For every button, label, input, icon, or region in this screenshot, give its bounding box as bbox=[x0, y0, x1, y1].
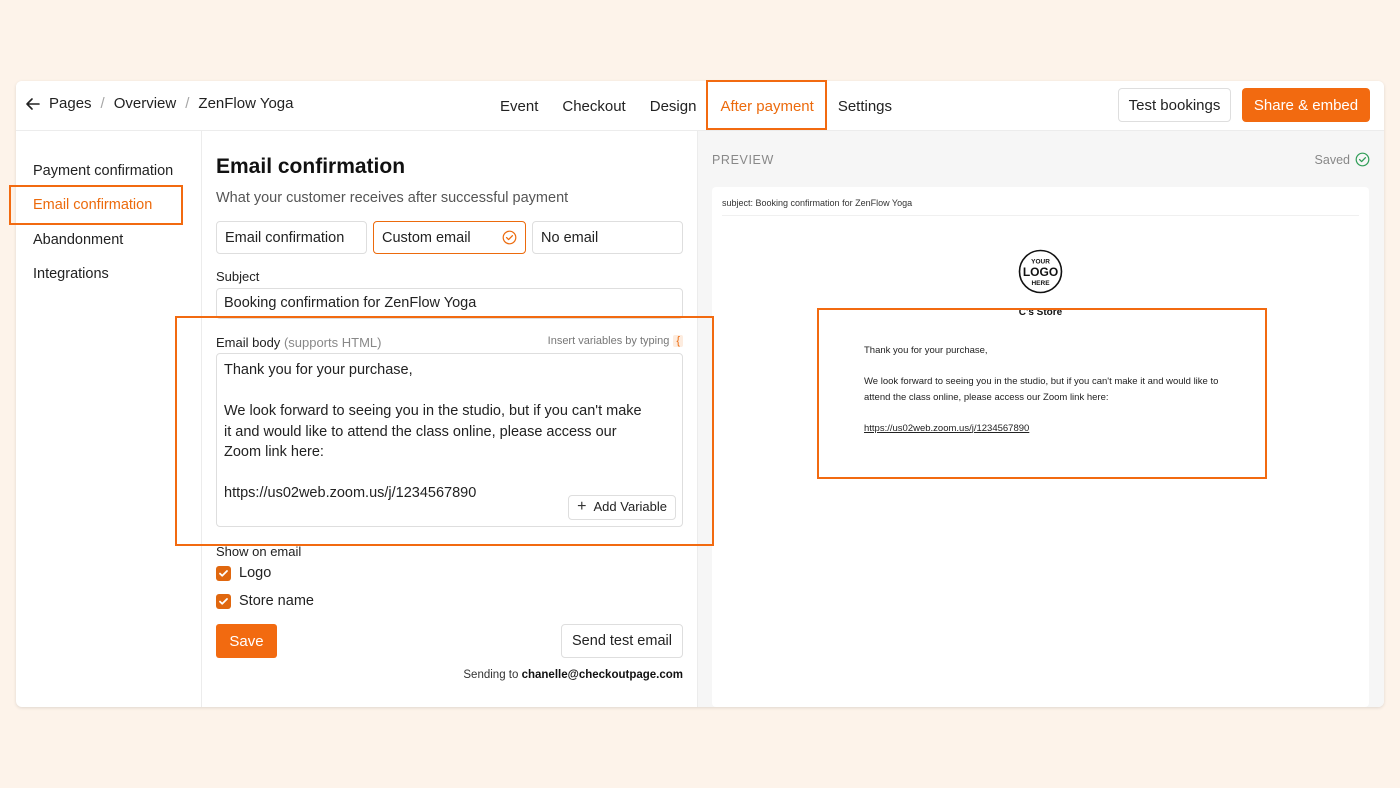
back-arrow-icon[interactable] bbox=[25, 96, 41, 112]
sidebar-item-email-confirmation[interactable]: Email confirmation bbox=[33, 197, 153, 213]
your-logo-here-icon bbox=[1018, 249, 1063, 294]
share-embed-button[interactable]: Share & embed bbox=[1242, 88, 1370, 122]
preview-label: PREVIEW bbox=[712, 153, 774, 167]
tab-checkout[interactable]: Checkout bbox=[562, 97, 626, 115]
breadcrumb-separator: / bbox=[185, 95, 190, 112]
breadcrumb bbox=[25, 95, 293, 112]
store-name-checkbox[interactable] bbox=[216, 594, 231, 609]
send-test-email-button[interactable]: Send test email bbox=[561, 624, 683, 658]
breadcrumb-current: ZenFlow Yoga bbox=[198, 95, 294, 112]
preview-body-paragraph: We look forward to seeing you in the studio, but if you can't make it and would like to attend the class online, please access our Zoom link here: bbox=[864, 376, 1219, 403]
subject-input[interactable]: Booking confirmation for ZenFlow Yoga bbox=[216, 288, 683, 319]
body-line: Zoom link here: bbox=[224, 444, 324, 460]
sending-to-text bbox=[463, 669, 683, 681]
body-line bbox=[224, 463, 675, 484]
top-bar bbox=[16, 81, 1384, 131]
add-variable-button[interactable] bbox=[568, 495, 676, 520]
preview-panel bbox=[698, 131, 1384, 707]
tab-event[interactable]: Event bbox=[500, 97, 539, 115]
email-body-label-note: (supports HTML) bbox=[283, 335, 382, 350]
option-custom-email-label: Custom email bbox=[382, 229, 471, 246]
option-email-confirmation[interactable]: Email confirmation bbox=[216, 221, 367, 254]
store-name-checkbox-label: Store name bbox=[239, 593, 314, 609]
divider bbox=[722, 215, 1359, 216]
check-circle-icon bbox=[502, 230, 517, 245]
show-on-email-label: Show on email bbox=[216, 544, 302, 559]
page-subtitle: What your customer receives after successful payment bbox=[216, 190, 569, 206]
test-bookings-button[interactable]: Test bookings bbox=[1118, 88, 1231, 122]
breadcrumb-separator: / bbox=[100, 95, 105, 112]
preview-zoom-link[interactable]: https://us02web.zoom.us/j/1234567890 bbox=[864, 422, 1030, 434]
preview-subject-line: subject: Booking confirmation for ZenFlow Yoga bbox=[722, 198, 913, 208]
page-title: Email confirmation bbox=[216, 155, 406, 178]
preview-email-body bbox=[864, 343, 1224, 436]
sidebar bbox=[16, 131, 202, 707]
email-preview-card bbox=[712, 187, 1369, 707]
saved-text: Saved bbox=[1314, 152, 1350, 167]
saved-status bbox=[1315, 152, 1370, 167]
email-body-textarea[interactable] bbox=[216, 353, 683, 527]
preview-body-spacer bbox=[864, 359, 1224, 375]
body-line: https://us02web.zoom.us/j/1234567890 bbox=[224, 485, 477, 501]
tab-after-payment[interactable]: After payment bbox=[720, 97, 814, 115]
app-window bbox=[16, 81, 1384, 707]
svg-text:YOUR: YOUR bbox=[1031, 258, 1050, 266]
sending-to-email: chanelle@checkoutpage.com bbox=[521, 669, 683, 681]
sending-to-prefix: Sending to bbox=[463, 669, 519, 681]
insert-variables-hint bbox=[548, 335, 683, 347]
breadcrumb-pages[interactable]: Pages bbox=[49, 95, 92, 112]
save-button[interactable]: Save bbox=[216, 624, 277, 658]
email-body-label-text: Email body bbox=[216, 335, 281, 350]
preview-body-spacer bbox=[864, 405, 1224, 421]
tab-settings[interactable]: Settings bbox=[837, 97, 893, 115]
main-tabs bbox=[488, 81, 904, 131]
logo-checkbox[interactable] bbox=[216, 566, 231, 581]
insert-variables-hint-text: Insert variables by typing bbox=[547, 335, 670, 347]
tab-design[interactable]: Design bbox=[649, 97, 697, 115]
subject-label: Subject bbox=[216, 269, 260, 284]
svg-text:LOGO: LOGO bbox=[1022, 265, 1059, 279]
saved-check-icon bbox=[1355, 152, 1370, 167]
body-line: We look forward to seeing you in the studio, but if you can't make bbox=[224, 403, 642, 419]
body-line: Thank you for your purchase, bbox=[224, 362, 413, 378]
sidebar-item-abandonment[interactable]: Abandonment bbox=[33, 232, 124, 248]
add-variable-label: Add Variable bbox=[593, 499, 667, 515]
email-form-panel bbox=[202, 131, 698, 707]
brace-badge: { bbox=[673, 335, 683, 347]
email-body-label bbox=[216, 335, 381, 350]
logo-checkbox-row[interactable] bbox=[216, 565, 271, 581]
breadcrumb-overview[interactable]: Overview bbox=[113, 95, 177, 112]
store-name-checkbox-row[interactable] bbox=[216, 593, 314, 609]
preview-store-name: C's Store bbox=[1018, 307, 1063, 318]
option-no-email[interactable]: No email bbox=[532, 221, 683, 254]
sidebar-item-payment-confirmation[interactable]: Payment confirmation bbox=[33, 163, 174, 179]
plus-icon: + bbox=[577, 498, 587, 516]
logo-checkbox-label: Logo bbox=[239, 565, 272, 581]
body-line bbox=[224, 381, 675, 402]
preview-body-line: Thank you for your purchase, bbox=[864, 345, 988, 356]
sidebar-item-integrations[interactable]: Integrations bbox=[33, 266, 109, 282]
body-line: it and would like to attend the class online, please access our bbox=[224, 423, 617, 440]
option-custom-email[interactable] bbox=[373, 221, 526, 254]
svg-text:HERE: HERE bbox=[1031, 280, 1050, 287]
